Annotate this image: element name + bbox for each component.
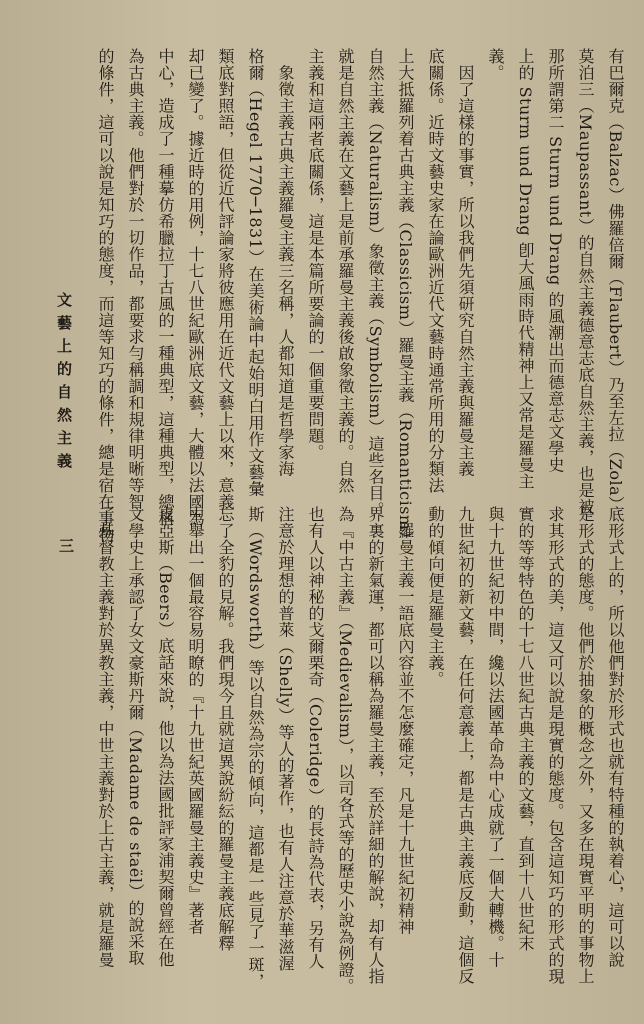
text-column: 界裏的新氣運，都可以稱為羅曼主義，至於詳細的解說，却有人指	[366, 506, 385, 985]
text-column: 羅曼主義一語底內容並不怎麼確定，凡是十九世紀初精神	[396, 506, 415, 935]
text-column: 因了這樣的事實，所以我們先須研究自然主義與羅曼主義	[456, 48, 475, 477]
text-column: 却已變了。據近時的用例，十七八世紀歐洲底文藝，大體以法國為	[186, 48, 205, 527]
text-column: 實的等等特色的十七八世紀古典主義的文藝，直到十八世紀末	[516, 506, 535, 952]
text-column: 主義和這兩者底關係，這是本篇所要論的一個重要問題。	[306, 48, 325, 461]
text-column: 底關係。近時文藝史家在論歐洲近代文藝時通常所用的分類法	[426, 48, 445, 494]
running-header: 文藝上的自然主義	[55, 292, 73, 476]
text-column: 有巴爾克（Balzac）佛羅倍爾（Flaubert）乃至左拉（Zola）	[606, 48, 625, 513]
text-column: 義。	[486, 48, 505, 81]
text-column: 九世紀初的新文藝，在任何意義上，都是古典主義底反動，這個反	[456, 506, 475, 985]
text-column: 象徵主義古典主義羅曼主義三名稱，人都知道是哲學家海	[276, 48, 295, 477]
lower-text-block	[62, 506, 630, 995]
text-column: 為古典主義。他們對於一切作品，都要求勻稱調和規律明晰等智	[126, 48, 145, 510]
text-column: 為『中古主義』（Medievalism），以司各式等的歷史小說為例證。	[336, 506, 355, 995]
text-column: 是形式的態度。他們於抽象的概念之外，又多在現實平明的事物上	[576, 506, 595, 985]
text-column: 那所謂第二 Sturm und Drang 的風潮出而德意志文學史	[546, 48, 565, 473]
text-column: 上大抵羅列着古典主義（Classicism）羅曼主義（Romanticism）	[396, 48, 415, 548]
text-column: 忘了全豹的見解。我們現今且就這異說紛紜的羅曼主義底解釋	[216, 506, 235, 952]
text-column: 注意於理想的普萊（Shelly）等人的著作，也有人注意於華滋渥	[276, 506, 295, 972]
text-column: 斯（Wordsworth）等以自然為宗的傾向，這都是一些見了一斑，	[246, 506, 265, 990]
text-column: 格爾（Hegel 1770─1831）在美術論中起始明白用作文藝彙	[246, 48, 265, 497]
text-column: 求其形式的美，這又可以說是現實的態度。包含這知巧的形式的現	[546, 506, 565, 985]
text-column: 動的傾向便是羅曼主義。	[426, 506, 445, 688]
text-column: 也有人以神秘的戈爾栗奇（Coleridge）的長詩為代表，另有人	[306, 506, 325, 970]
text-column: 與十九世紀初中間，纔以法國革命為中心成就了一個大轉機。十	[486, 506, 505, 968]
text-column: 的條件，這可以說是知巧的態度，而這等知巧的條件，總是宿在事物	[96, 48, 115, 543]
page-number: 三	[57, 538, 75, 553]
text-column: 中心，造成了一種摹仿希臘拉丁古風的一種典型，這種典型，總稱	[156, 48, 175, 527]
text-column: 就是自然主義在文藝上是前承羅曼主義後啟象徵主義的。自然	[336, 48, 355, 494]
text-column: 莫泊三（Maupassant）的自然主義德意志底自然主義，也是被	[576, 48, 595, 515]
text-column: 底形式上的，所以他們對於形式也就有特種的執着心，這可以說	[606, 506, 625, 968]
text-column: 類底對照語，但從近代評論家將彼應用在近代文藝上以來，意義	[216, 48, 235, 510]
text-column: 文學史上承認了女文豪斯丹爾（Madame de staël）的說采取	[126, 506, 145, 966]
text-column: 自然主義（Naturalism）象徵主義（Symbolism）這些名目。	[366, 48, 385, 518]
text-column: 上的 Sturm und Drang 卽大風雨時代精神上又常是羅曼主	[516, 48, 535, 490]
text-column: 皮亞斯（Beers）底話來說，他以為法國批評家浦契爾曾經在他	[156, 506, 175, 968]
text-column: 了基督教主義對於異教主義，中世主義對於上古主義，就是羅曼	[96, 506, 115, 968]
upper-text-block	[96, 48, 630, 548]
text-column: 中舉出一個最容易明瞭的『十九世紀英國羅曼主義史』著者	[186, 506, 205, 935]
